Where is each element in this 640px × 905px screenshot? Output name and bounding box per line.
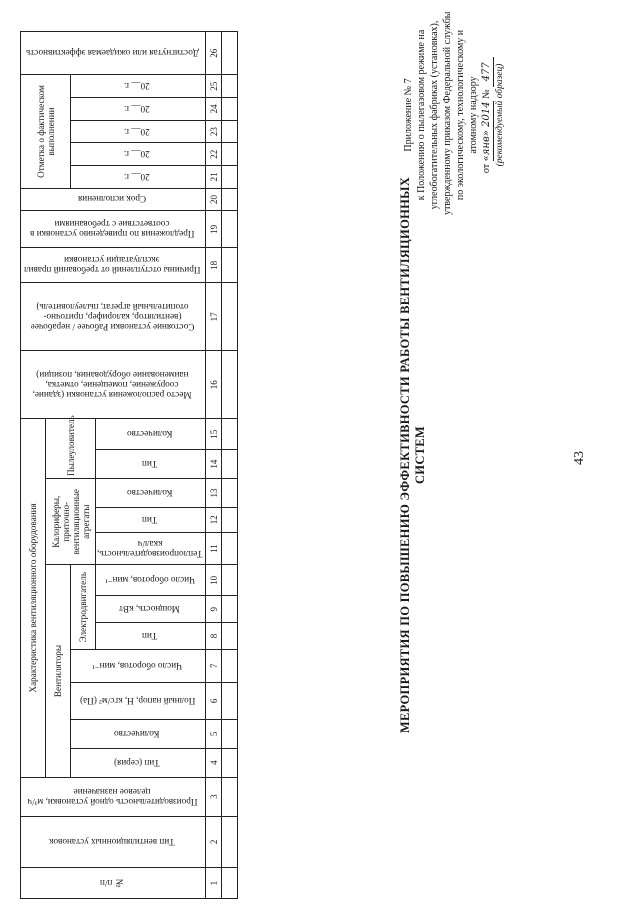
th-date-1: 20__ г. bbox=[71, 166, 206, 189]
th-unit-type: Тип вентиляционных установок bbox=[21, 816, 206, 867]
th-fan-rpm: Число оборотов, мин⁻¹ bbox=[71, 649, 206, 682]
col-number: 5 bbox=[206, 719, 222, 748]
col-number: 8 bbox=[206, 623, 222, 650]
col-number: 17 bbox=[206, 283, 222, 351]
th-fan-qty: Количество bbox=[71, 719, 206, 748]
th-dust-type: Тип bbox=[96, 450, 206, 479]
recommended-sample: (рекомендуемый образец) bbox=[495, 63, 505, 167]
th-dust-qty: Количество bbox=[96, 419, 206, 450]
table-cell[interactable] bbox=[222, 351, 238, 419]
th-fan-type: Тип (серия) bbox=[71, 748, 206, 777]
table-cell[interactable] bbox=[222, 188, 238, 211]
th-no: № п/п bbox=[21, 868, 206, 899]
table-cell[interactable] bbox=[222, 868, 238, 899]
th-date-3: 20__ г. bbox=[71, 120, 206, 143]
table-row bbox=[222, 32, 238, 899]
appendix-line: утвержденному приказом Федеральной службы bbox=[442, 11, 453, 215]
th-motor-type: Тип bbox=[96, 623, 206, 650]
appendix-signature-line bbox=[480, 15, 494, 215]
col-number: 25 bbox=[206, 75, 222, 98]
col-number: 11 bbox=[206, 532, 222, 565]
th-heat-perf: Теплопроизводительность, ккал/ч bbox=[96, 532, 206, 565]
table-cell[interactable] bbox=[222, 777, 238, 816]
appendix-line: атомному надзору bbox=[468, 76, 479, 154]
th-motor-rpm: Число оборотов, мин⁻¹ bbox=[96, 565, 206, 596]
column-numbers-row bbox=[206, 32, 222, 899]
handwritten-number: 477 bbox=[480, 57, 494, 87]
col-number: 9 bbox=[206, 596, 222, 623]
th-heat-type: Тип bbox=[96, 507, 206, 532]
col-number: 16 bbox=[206, 351, 222, 419]
table-cell[interactable] bbox=[222, 479, 238, 508]
th-date-2: 20__ г. bbox=[71, 143, 206, 166]
table-cell[interactable] bbox=[222, 32, 238, 75]
th-fan-pressure: Полный напор, Н, кгс/м² (Па) bbox=[71, 682, 206, 719]
table-cell[interactable] bbox=[222, 507, 238, 532]
th-motor-power: Мощность, кВт bbox=[96, 596, 206, 623]
th-characteristics: Характеристика вентиляционного оборудования bbox=[21, 419, 46, 777]
th-motor: Электродвигатель bbox=[71, 565, 96, 649]
col-number: 4 bbox=[206, 748, 222, 777]
col-number: 12 bbox=[206, 507, 222, 532]
appendix-line: к Положению о пылегазовом режиме на bbox=[416, 29, 427, 201]
table-cell[interactable] bbox=[222, 623, 238, 650]
table-cell[interactable] bbox=[222, 649, 238, 682]
col-number: 19 bbox=[206, 211, 222, 248]
th-deadline: Срок исполнения bbox=[21, 188, 206, 211]
table-cell[interactable] bbox=[222, 248, 238, 283]
table-cell[interactable] bbox=[222, 283, 238, 351]
th-performance: Производительность одной установки, м³/ч целевое назначение bbox=[21, 777, 206, 816]
th-date-5: 20__ г. bbox=[71, 75, 206, 98]
table-cell[interactable] bbox=[222, 532, 238, 565]
col-number: 15 bbox=[206, 419, 222, 450]
table-cell[interactable] bbox=[222, 211, 238, 248]
header-row-1 bbox=[21, 32, 46, 899]
col-number: 18 bbox=[206, 248, 222, 283]
th-heaters: Калориферы, приточно-вентиляционные агрегаты bbox=[46, 479, 96, 565]
table-cell[interactable] bbox=[222, 419, 238, 450]
table-cell[interactable] bbox=[222, 166, 238, 189]
col-number: 26 bbox=[206, 32, 222, 75]
th-date-4: 20__ г. bbox=[71, 98, 206, 121]
col-number: 6 bbox=[206, 682, 222, 719]
page-title: МЕРОПРИЯТИЯ ПО ПОВЫШЕНИЮ ЭФФЕКТИВНОСТИ РАБОТЫ ВЕНТИЛЯЦИОННЫХ СИСТЕМ bbox=[398, 176, 427, 734]
from-label: от bbox=[481, 163, 492, 174]
th-location: Место расположения установки (здание, сооружение, помещение, отметка, наименование оборудования, позиции) bbox=[21, 351, 206, 419]
appendix-line: углеобогатительных фабриках (установках), bbox=[429, 20, 440, 210]
th-state: Состояние установки Рабочее / нерабочее (вентилятор, калорифер, приточно-отопительный агрегат, пылеуловитель) bbox=[21, 283, 206, 351]
th-mark: Отметка о фактическом выполнении bbox=[21, 75, 71, 188]
col-number: 24 bbox=[206, 98, 222, 121]
col-number: 23 bbox=[206, 120, 222, 143]
table-cell[interactable] bbox=[222, 719, 238, 748]
th-reasons: Причины отступлений от требований правил эксплуатации установки bbox=[21, 248, 206, 283]
col-number: 10 bbox=[206, 565, 222, 596]
table-cell[interactable] bbox=[222, 816, 238, 867]
page-number: 43 bbox=[572, 451, 587, 465]
th-efficiency: Достигнутая или ожидаемая эффективность bbox=[21, 32, 206, 75]
table-cell[interactable] bbox=[222, 682, 238, 719]
table-cell[interactable] bbox=[222, 98, 238, 121]
col-number: 13 bbox=[206, 479, 222, 508]
col-number: 2 bbox=[206, 816, 222, 867]
col-number: 21 bbox=[206, 166, 222, 189]
table-cell[interactable] bbox=[222, 450, 238, 479]
table-cell[interactable] bbox=[222, 120, 238, 143]
th-fans: Вентиляторы bbox=[46, 565, 71, 777]
table-cell[interactable] bbox=[222, 748, 238, 777]
appendix-line: Приложение № 7 bbox=[403, 78, 414, 152]
col-number: 22 bbox=[206, 143, 222, 166]
table-cell[interactable] bbox=[222, 75, 238, 98]
col-number: 1 bbox=[206, 868, 222, 899]
col-number: 3 bbox=[206, 777, 222, 816]
table-cell[interactable] bbox=[222, 565, 238, 596]
table-cell[interactable] bbox=[222, 596, 238, 623]
handwritten-date: «янв» 2014 bbox=[481, 101, 492, 162]
col-number: 14 bbox=[206, 450, 222, 479]
th-proposals: Предложения по приведению установки в соответствие с требованиями bbox=[21, 211, 206, 248]
measures-table bbox=[20, 31, 238, 899]
th-heat-qty: Количество bbox=[96, 479, 206, 508]
col-number: 7 bbox=[206, 649, 222, 682]
number-label: № bbox=[481, 89, 492, 99]
th-dust: Пылеуловитель bbox=[46, 419, 96, 479]
col-number: 20 bbox=[206, 188, 222, 211]
appendix-line: по экологическому, технологическому и bbox=[455, 29, 466, 201]
table-cell[interactable] bbox=[222, 143, 238, 166]
